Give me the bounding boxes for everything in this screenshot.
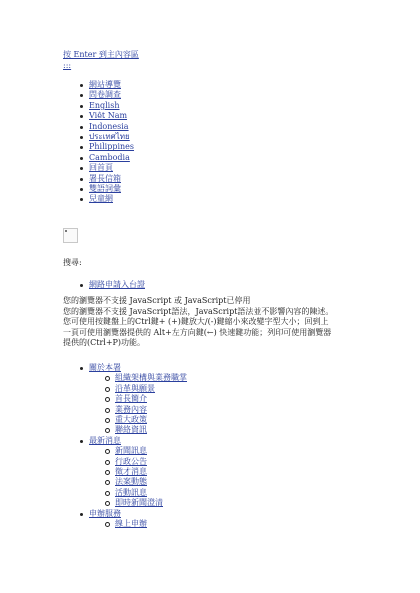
top-link-item xyxy=(63,174,134,184)
top-link-item xyxy=(63,80,134,90)
submenu-item xyxy=(89,415,187,425)
kids-site-link[interactable]: 兒童網 xyxy=(89,194,113,204)
cambodia-link[interactable]: Cambodia xyxy=(89,152,130,162)
home-link[interactable]: 回首頁 xyxy=(89,163,113,173)
submenu-news xyxy=(89,446,187,508)
submenu-link[interactable]: 重大政策 xyxy=(115,415,147,425)
submenu-item xyxy=(89,488,187,498)
english-link[interactable]: English xyxy=(89,100,120,110)
submenu-item xyxy=(89,467,187,477)
submenu-link[interactable]: 沿革與願景 xyxy=(115,383,155,393)
submenu-link[interactable]: 線上申辦 xyxy=(115,519,147,529)
main-menu xyxy=(63,363,187,530)
broken-image-icon xyxy=(63,228,78,243)
menu-about-link[interactable]: 關於本署 xyxy=(89,363,121,372)
submenu-item xyxy=(89,498,187,508)
top-link-item xyxy=(63,184,134,194)
thai-link[interactable]: ประเทศไทย xyxy=(89,131,130,141)
submenu-link[interactable]: 行政公告 xyxy=(115,456,147,466)
menu-section-about xyxy=(63,363,187,436)
dept-link-item xyxy=(63,280,145,290)
vietnamese-link[interactable]: Việt Nam xyxy=(89,111,128,121)
submenu-item xyxy=(89,373,187,383)
submenu-link[interactable]: 徵才消息 xyxy=(115,467,147,477)
accesskey-marker[interactable]: ::: xyxy=(63,61,72,70)
submenu-link[interactable]: 法案動態 xyxy=(115,477,147,487)
submenu-link[interactable]: 即時新聞澄清 xyxy=(115,498,163,508)
submenu-item xyxy=(89,425,187,435)
top-link-item xyxy=(63,101,134,111)
submenu-item xyxy=(89,477,187,487)
top-link-item xyxy=(63,90,134,100)
submenu-item xyxy=(89,519,187,529)
submenu-services xyxy=(89,519,187,529)
submenu-link[interactable]: 首長簡介 xyxy=(115,394,147,404)
submenu-link[interactable]: 新聞訊息 xyxy=(115,446,147,456)
top-link-item xyxy=(63,142,134,152)
top-link-item xyxy=(63,153,134,163)
noscript-line: 一頁可使用瀏覽器提供的 Alt+左方向鍵(←) 快速鍵功能；列印可使用瀏覽器 xyxy=(63,327,332,337)
submenu-link[interactable]: 組織架構與業務職掌 xyxy=(115,373,187,383)
philippines-link[interactable]: Philippines xyxy=(89,142,135,152)
submenu-link[interactable]: 聯絡資訊 xyxy=(115,425,147,435)
skip-to-main-link[interactable]: 按 Enter 到主內容區 xyxy=(63,50,139,59)
menu-section-services xyxy=(63,509,187,530)
submenu-item xyxy=(89,394,187,404)
online-entry-permit-link[interactable]: 網路申請入台證 xyxy=(89,280,145,289)
noscript-line: 您可使用按鍵盤上的Ctrl鍵+ (+)鍵放大/(-)鍵縮小來改變字型大小；回到上 xyxy=(63,317,329,327)
sitemap-link[interactable]: 網站導覽 xyxy=(89,80,121,89)
submenu-item xyxy=(89,457,187,467)
menu-section-news xyxy=(63,436,187,509)
director-mailbox-link[interactable]: 署長信箱 xyxy=(89,173,121,183)
submenu-link[interactable]: 活動訊息 xyxy=(115,487,147,497)
submenu-item xyxy=(89,405,187,415)
submenu-item xyxy=(89,446,187,456)
top-link-item xyxy=(63,194,134,204)
top-link-item xyxy=(63,111,134,121)
indonesian-link[interactable]: Indonesia xyxy=(89,121,129,131)
noscript-line: 您的瀏覽器不支援 JavaScript語法，JavaScript語法並不影響內容的陳述。 xyxy=(63,306,334,316)
top-link-item xyxy=(63,132,134,142)
menu-news-link[interactable]: 最新消息 xyxy=(89,435,121,445)
submenu-about xyxy=(89,373,187,435)
noscript-notice xyxy=(63,296,363,349)
top-link-item xyxy=(63,122,134,132)
bilingual-glossary-link[interactable]: 雙語詞彙 xyxy=(89,183,121,193)
top-links-list xyxy=(63,80,134,205)
search-label: 搜尋: xyxy=(63,258,82,267)
top-link-item xyxy=(63,163,134,173)
submenu-item xyxy=(89,384,187,394)
submenu-link[interactable]: 業務內容 xyxy=(115,404,147,414)
survey-link[interactable]: 問卷調查 xyxy=(89,90,121,100)
dept-links-list xyxy=(63,280,145,290)
noscript-line: 提供的(Ctrl+P)功能。 xyxy=(63,338,146,348)
noscript-line: 您的瀏覽器不支援 JavaScript 或 JavaScript已停用 xyxy=(63,296,251,305)
menu-services-link[interactable]: 申辦服務 xyxy=(89,508,121,518)
